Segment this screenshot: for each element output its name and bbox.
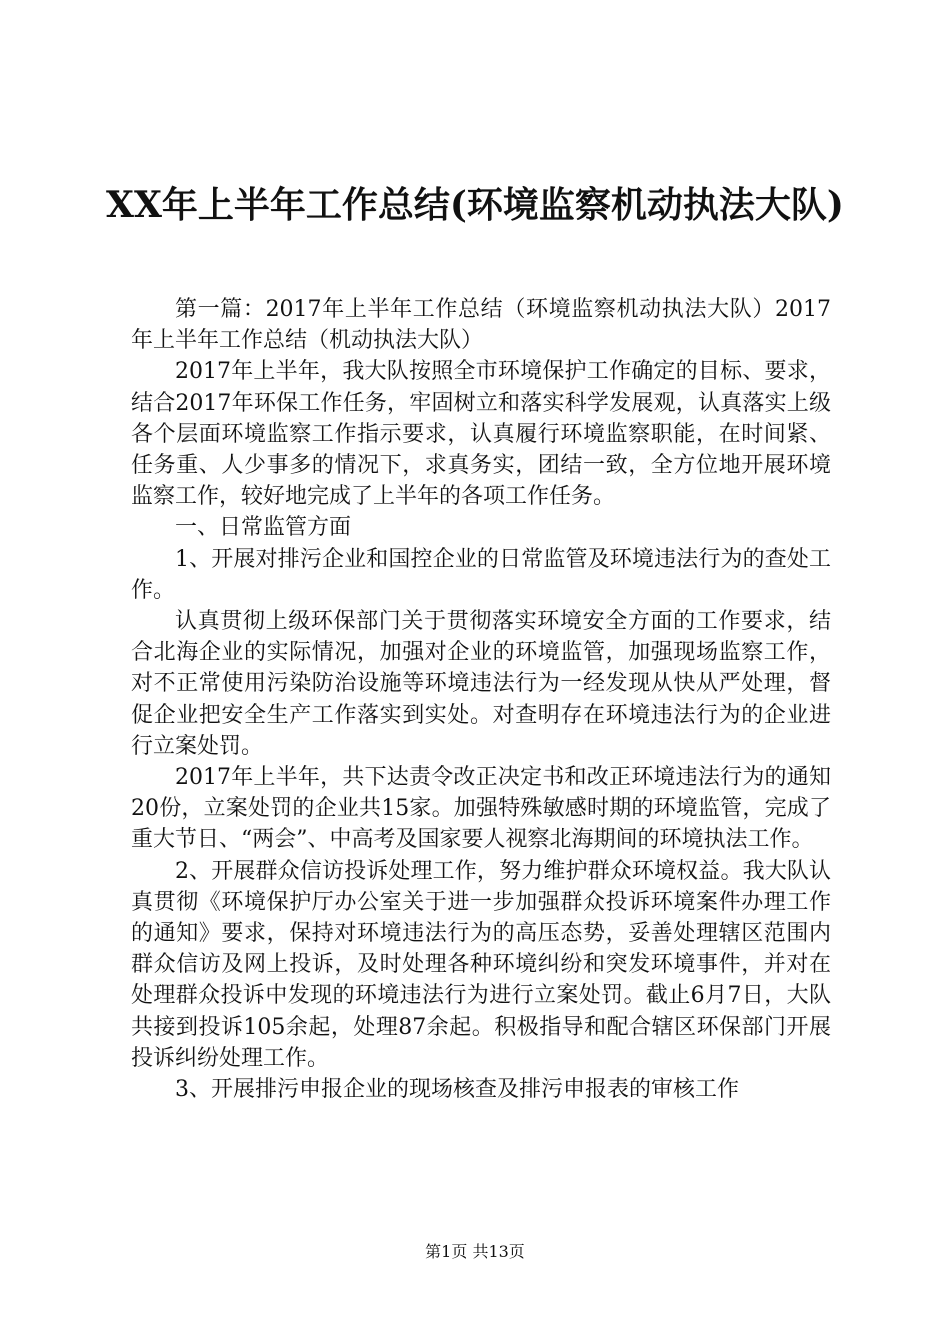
paragraph: 2017年上半年，共下达责令改正决定书和改正环境违法行为的通知20份，立案处罚的企业共15家。加强特殊敏感时期的环境监管，完成了重大节日、“两会”、中高考及国家要人视察北海期间的环境执法工作。 bbox=[131, 765, 831, 853]
paragraph: 2017年上半年，我大队按照全市环境保护工作确定的目标、要求，结合2017年环保工作任务，牢固树立和落实科学发展观，认真落实上级各个层面环境监察工作指示要求，认真履行环境监察职能，在时间紧、任务重、人少事多的情况下，求真务实，团结一致，全方位地开展环境监察工作，较好地完成了上半年的各项工作任务。 bbox=[131, 359, 831, 510]
paragraph: 认真贯彻上级环保部门关于贯彻落实环境安全方面的工作要求，结合北海企业的实际情况，加强对企业的环境监管，加强现场监察工作，对不正常使用污染防治设施等环境违法行为一经发现从快从严处理，督促企业把安全生产工作落实到实处。对查明存在环境违法行为的企业进行立案处罚。 bbox=[131, 609, 831, 759]
page-number-footer: 第1页 共13页 bbox=[425, 1242, 525, 1261]
section-heading: 一、日常监管方面 bbox=[175, 515, 352, 541]
paragraph: 第一篇：2017年上半年工作总结（环境监察机动执法大队）2017年上半年工作总结（机动执法大队） bbox=[131, 297, 831, 354]
paragraph: 2、开展群众信访投诉处理工作，努力维护群众环境权益。我大队认真贯彻《环境保护厅办公室关于进一步加强群众投诉环境案件办理工作的通知》要求，保持对环境违法行为的高压态势，妥善处理辖区范围内群众信访及网上投诉，及时处理各种环境纠纷和突发环境事件，并对在处理群众投诉中发现的环境违法行为进行立案处罚。截止6月7日，大队共接到投诉105余起，处理87余起。积极指导和配合辖区环保部门开展投诉纠纷处理工作。 bbox=[131, 858, 831, 1071]
document-body bbox=[131, 294, 831, 1105]
document-title: XX年上半年工作总结(环境监察机动执法大队) bbox=[106, 184, 844, 226]
paragraph: 3、开展排污申报企业的现场核查及排污申报表的审核工作 bbox=[175, 1077, 739, 1103]
paragraph: 1、开展对排污企业和国控企业的日常监管及环境违法行为的查处工作。 bbox=[131, 546, 831, 603]
